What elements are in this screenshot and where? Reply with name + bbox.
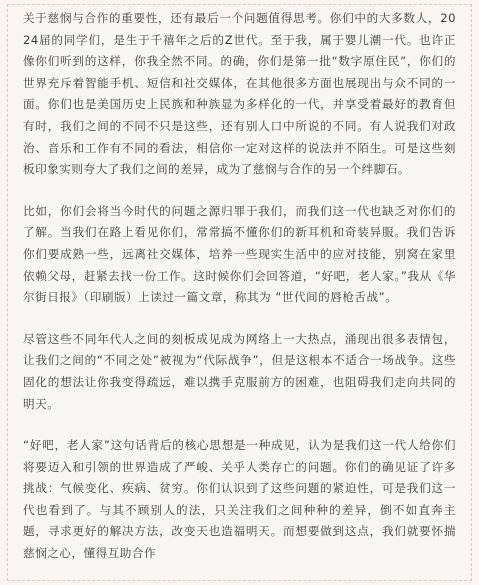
paragraph-blame: 比如，你们会将当今时代的问题之源归罪于我们，而我们这一代也缺乏对你们的了解。当我们在路上看见你们，常常搞不懂你们的新耳机和奇装异服。我们告诉你们要成熟一些，远离社交媒体，培养一些现实生活中的应对技能，别窝在家里依赖父母，赶紧去找一份工作。这时候你们会回答道，“好吧，老人家。”我从《华尔街日报》（印刷版）上读过一篇文章，称其为 “世代间的唇枪舌战”。 xyxy=(23,203,456,305)
paragraph-ok-boomer: “好吧，老人家”这句话背后的核心思想是一种成见，认为是我们这一代人给你们将要迈入和引领的世界造成了严峻、关乎人类存亡的问题。你们的确见证了许多挑战：气候变化、疾病、贫穷。你们认识到了这些问题的紧迫性，可是我们这一代也看到了。与其不顾别人的法，只关注我们之间种种的差异，倒不如直奔主题，寻求更好的解决方法，改变天也造福明天。而想要做到这点，我们就要怀揣慈悯之心，懂得互助合作 xyxy=(23,438,456,561)
article-frame xyxy=(7,4,472,581)
paragraph-generational-war: 尽管这些不同年代人之间的刻板成见成为网络上一大热点，涌现出很多表情包，让我们之间的“不同之处”被视为“代际战争”，但是这根本不适合一场战争。这些固化的想法让你我变得疏远，难以携手克服前方的困难，也阻碍我们走向共同的明天。 xyxy=(23,331,456,411)
paragraph-stereotypes: 关于慈悯与合作的重要性，还有最后一个问题值得思考。你们中的大多数人，2024届的同学们，是生于千禧年之后的Z世代。至于我，属于婴儿潮一代。也许正像你们听到的这样，你我全然不同。的确，你们是第一批“数字原住民”，你们的世界充斥着智能手机、短信和社交媒体，在其他很多方面也展现出与众不同的一面。你们也是美国历史上民族和种族显为多样化的一代，并享受着最好的教育但有时，我们之间的不同不只是这些，还有别人口中所说的不同。有人说我们对政治、音乐和工作有不同的看法，相信你一定对这样的说法并不陌生。可是这些刻板印象实则夸大了我们之间的差异，成为了慈悯与合作的另一个绊脚石。 xyxy=(23,11,456,177)
